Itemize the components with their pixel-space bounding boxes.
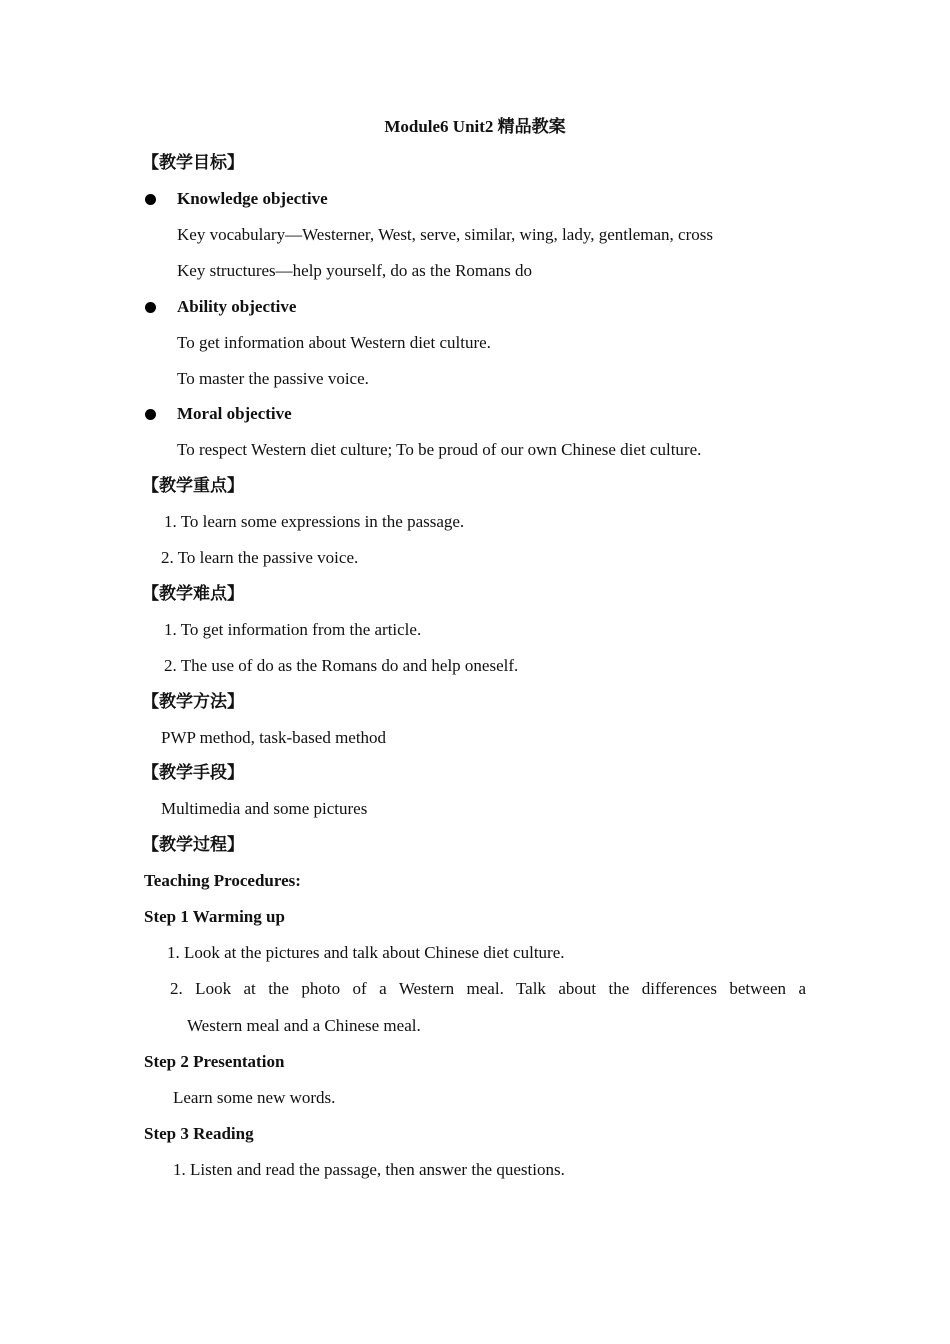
step1-item: 2. Look at the photo of a Western meal. Talk about the differences between a bbox=[170, 979, 806, 998]
step1-item: 1. Look at the pictures and talk about Chinese diet culture. bbox=[167, 943, 565, 962]
section-process: 【教学过程】 bbox=[142, 835, 244, 855]
means-text: Multimedia and some pictures bbox=[161, 799, 368, 818]
section-means: 【教学手段】 bbox=[142, 763, 244, 783]
bullet-icon bbox=[145, 302, 156, 313]
key-point-item: 2. To learn the passive voice. bbox=[161, 548, 359, 567]
step1-item-continued: Western meal and a Chinese meal. bbox=[187, 1016, 421, 1035]
step3-item: 1. Listen and read the passage, then answer the questions. bbox=[173, 1160, 565, 1179]
section-methods: 【教学方法】 bbox=[142, 692, 244, 712]
page-title: Module6 Unit2 精品教案 bbox=[384, 117, 566, 136]
knowledge-line: Key vocabulary—Westerner, West, serve, similar, wing, lady, gentleman, cross bbox=[177, 225, 713, 244]
section-difficulties: 【教学难点】 bbox=[142, 584, 244, 604]
bullet-icon bbox=[145, 409, 156, 420]
methods-text: PWP method, task-based method bbox=[161, 728, 387, 747]
procedures-heading: Teaching Procedures: bbox=[144, 871, 301, 890]
bullet-icon bbox=[145, 194, 156, 205]
step2-item: Learn some new words. bbox=[173, 1088, 336, 1107]
difficulty-item: 1. To get information from the article. bbox=[164, 620, 422, 639]
step1-title: Step 1 Warming up bbox=[144, 907, 285, 926]
step2-title: Step 2 Presentation bbox=[144, 1052, 285, 1071]
section-key-points: 【教学重点】 bbox=[142, 476, 244, 496]
knowledge-objective-title: Knowledge objective bbox=[177, 189, 328, 208]
moral-objective-title: Moral objective bbox=[177, 404, 292, 423]
moral-line: To respect Western diet culture; To be proud of our own Chinese diet culture. bbox=[177, 440, 702, 459]
ability-objective-title: Ability objective bbox=[177, 297, 297, 316]
knowledge-line: Key structures—help yourself, do as the Romans do bbox=[177, 261, 533, 280]
key-point-item: 1. To learn some expressions in the passage. bbox=[164, 512, 465, 531]
ability-line: To get information about Western diet culture. bbox=[177, 333, 491, 352]
ability-line: To master the passive voice. bbox=[177, 369, 369, 388]
section-objectives: 【教学目标】 bbox=[142, 153, 244, 173]
step3-title: Step 3 Reading bbox=[144, 1124, 254, 1143]
difficulty-item: 2. The use of do as the Romans do and help oneself. bbox=[164, 656, 519, 675]
